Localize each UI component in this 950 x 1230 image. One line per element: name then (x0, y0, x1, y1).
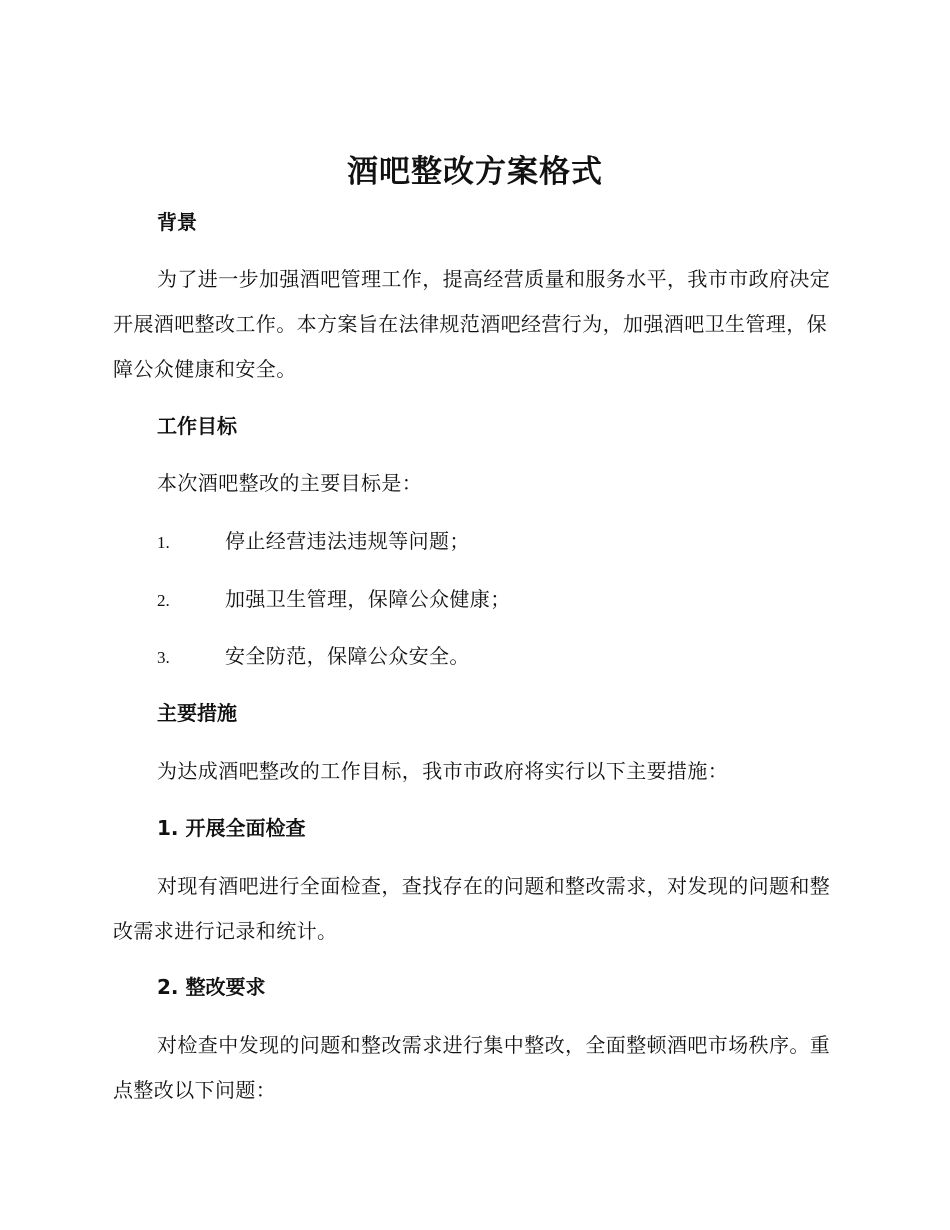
goals-intro: 本次酒吧整改的主要目标是： (157, 471, 423, 495)
goal-list-item (157, 585, 511, 613)
background-paragraph: 为了进一步加强酒吧管理工作，提高经营质量和服务水平，我市市政府决定开展酒吧整改工作。本方案旨在法律规范酒吧经营行为，加强酒吧卫生管理，保障公众健康和安全。 (113, 267, 831, 381)
list-text: 加强卫生管理，保障公众健康； (225, 587, 511, 611)
subsection-heading-inspection: 1. 开展全面检查 (157, 816, 306, 840)
document-title: 酒吧整改方案格式 (347, 154, 603, 190)
list-number: 2. (157, 591, 170, 610)
section-heading-measures: 主要措施 (157, 701, 237, 725)
inspection-paragraph: 对现有酒吧进行全面检查，查找存在的问题和整改需求，对发现的问题和整改需求进行记录和统计。 (113, 874, 831, 943)
list-text: 停止经营违法违规等问题； (225, 529, 470, 553)
measures-intro: 为达成酒吧整改的工作目标，我市市政府将实行以下主要措施： (157, 759, 729, 783)
section-heading-goals: 工作目标 (157, 414, 237, 438)
requirements-paragraph: 对检查中发现的问题和整改需求进行集中整改，全面整顿酒吧市场秩序。重点整改以下问题： (113, 1033, 831, 1102)
goal-list-item (157, 527, 470, 555)
goal-list-item (157, 642, 470, 670)
subsection-heading-requirements: 2. 整改要求 (157, 975, 266, 999)
list-text: 安全防范，保障公众安全。 (225, 644, 470, 668)
list-number: 1. (157, 533, 170, 552)
section-heading-background: 背景 (157, 210, 197, 234)
list-number: 3. (157, 648, 170, 667)
